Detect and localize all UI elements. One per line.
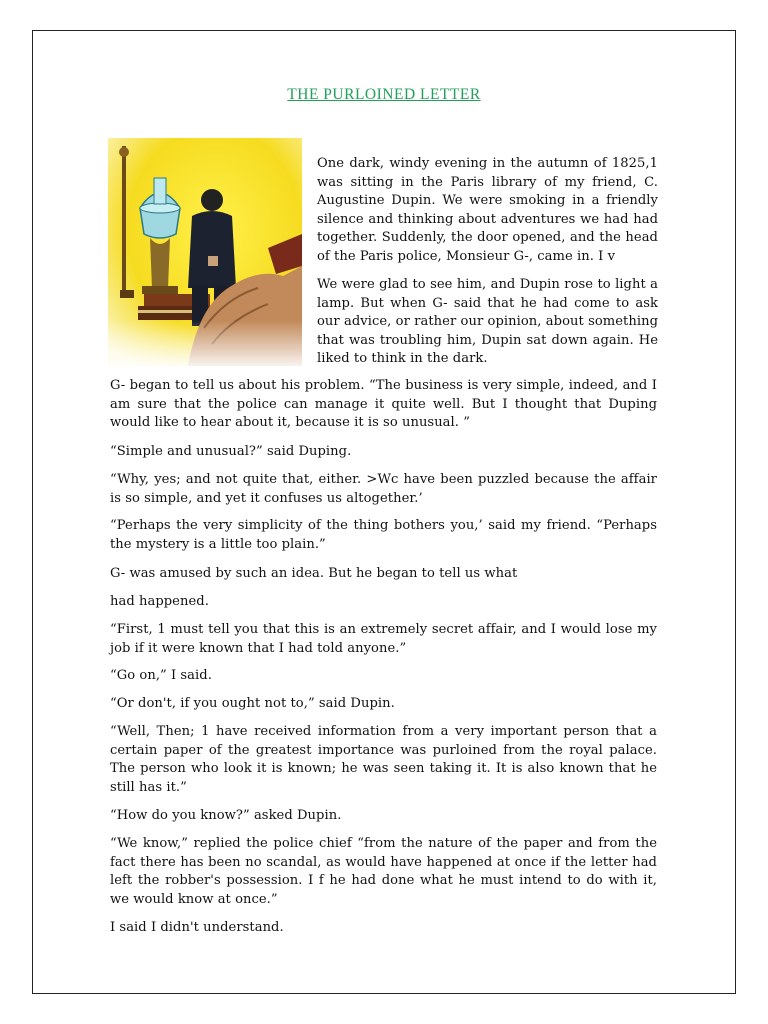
paragraph: “We know,” replied the police chief “from the nature of the paper and from the fact there has been no scandal, as would have happened at once if the letter had left the robber's possession. I f he had done what he must intend to do with it, we would know at once.” xyxy=(110,836,657,907)
story-illustration xyxy=(108,138,302,366)
paragraph: “Why, yes; and not quite that, either. >Wc have been puzzled because the affair is so simple, and yet it confuses us altogether.’ xyxy=(110,472,657,506)
paragraph: “Well, Then; 1 have received information from a very important person that a certain paper of the greatest importance was purloined from the royal palace. The person who look it is known; he was seen taking it. It is also known that he still has it.” xyxy=(110,724,657,795)
paragraph: I said I didn't understand. xyxy=(110,920,284,935)
paragraph: “Simple and unusual?” said Duping. xyxy=(110,444,352,459)
paragraph: “Or don't, if you ought not to,” said Dupin. xyxy=(110,696,395,711)
paragraph: One dark, windy evening in the autumn of 1825,1 was sitting in the Paris library of my friend, C. Augustine Dupin. We were smoking in a friendly silence and thinking about adventures we had had together. Suddenly, the door opened, and the head of the Paris police, Monsieur G-, came in. I v xyxy=(317,156,658,264)
document-title: THE PURLOINED LETTER xyxy=(287,86,481,103)
paragraph: We were glad to see him, and Dupin rose to light a lamp. But when G- said that he had come to ask our advice, or rather our opinion, about something that was troubling him, Dupin sat down again. He liked to think in the dark. xyxy=(317,277,658,367)
paragraph: had happened. xyxy=(110,594,209,609)
paragraph: G- began to tell us about his problem. “The business is very simple, indeed, and I am sure that the police can manage it quite well. But I thought that Duping would like to hear about it, because it is so unusual. ” xyxy=(110,378,657,431)
paragraph: “How do you know?” asked Dupin. xyxy=(110,808,342,823)
paragraph: “First, 1 must tell you that this is an extremely secret affair, and I would lose my job if it were known that I had told anyone.” xyxy=(110,622,657,656)
paragraph: G- was amused by such an idea. But he began to tell us what xyxy=(110,566,518,581)
paragraph: “Perhaps the very simplicity of the thing bothers you,’ said my friend. “Perhaps the mystery is a little too plain.” xyxy=(110,518,657,552)
paragraph: “Go on,” I said. xyxy=(110,668,212,683)
